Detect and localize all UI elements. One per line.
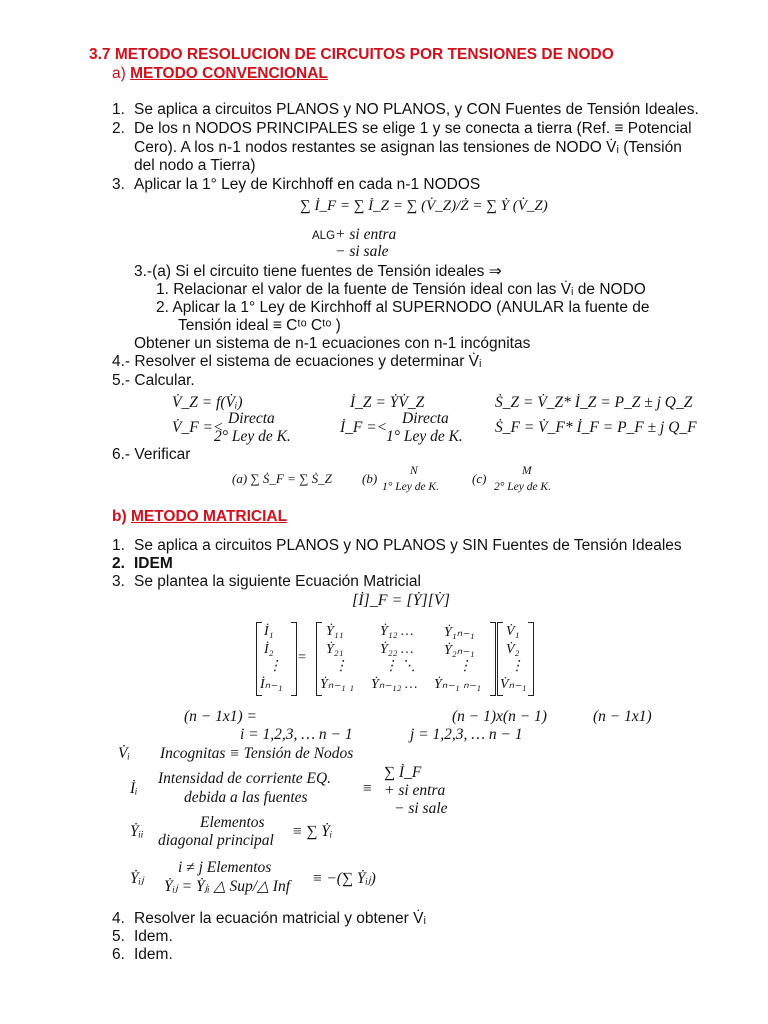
section-b-prefix: b) — [112, 508, 127, 525]
a-sub-3a-2: 2. Aplicar la 1° Ley de Kirchhoff al SUPERNODO (ANULAR la fuente de — [156, 299, 650, 316]
ley-2-label: 2° Ley de K. — [214, 428, 291, 445]
a-item-5: 5.- Calcular. — [112, 372, 195, 389]
ymat-entry: Ẏ₂₁ — [326, 642, 344, 657]
ymat-entry: Ẏ₂ₙ₋₁ — [444, 643, 475, 658]
def-yii-line-2: diagonal principal — [158, 832, 274, 849]
def-yij-rhs: ≡ −(∑ Ẏᵢⱼ) — [312, 870, 376, 887]
def-yij-line-1: i ≠ j Elementos — [178, 859, 272, 876]
b-item-5: 5. Idem. — [112, 928, 173, 945]
def-yii-symbol: Ẏᵢᵢ — [130, 823, 144, 840]
formula-iz: İ_Z = ẎV̇_Z — [350, 394, 425, 411]
section-b-title: METODO MATRICIAL — [130, 508, 288, 525]
kirchhoff-equation: ∑ İ_F = ∑ İ_Z = ∑ (V̇_Z)/Ż = ∑ Ẏ (V̇_Z) — [300, 198, 548, 214]
section-a-prefix: a) — [112, 65, 126, 82]
verify-b-bottom: 1° Ley de K. — [382, 481, 439, 493]
section-a-title: METODO CONVENCIONAL — [130, 65, 328, 82]
ymat-entry: Ẏ₁₁ — [326, 624, 344, 639]
def-vi-symbol: V̇ᵢ — [118, 745, 130, 762]
formula-vz: V̇_Z = f(V̇ᵢ) — [172, 394, 243, 411]
section-b-heading — [112, 508, 287, 526]
formula-sf: Ṡ_F = V̇_F* İ_F = P_F ± j Q_F — [495, 419, 697, 436]
def-ii-sum: ∑ İ_F — [384, 764, 422, 781]
def-yij-symbol: Ẏᵢⱼ — [130, 870, 144, 887]
a-item-3: 3. Aplicar la 1° Ley de Kirchhoff en cada n-1 NODOS — [112, 176, 481, 193]
index-j: j = 1,2,3, … n − 1 — [410, 726, 523, 743]
vvec-entry: ⋮ — [510, 659, 524, 674]
document-title: 3.7 METODO RESOLUCION DE CIRCUITOS POR TENSIONES DE NODO — [89, 46, 614, 63]
def-ii-minus: − si sale — [394, 800, 448, 817]
a-item-2: 2. De los n NODOS PRINCIPALES se elige 1 y se conecta a tierra (Ref. ≡ Potencial — [112, 120, 692, 137]
b-item-1: 1. Se aplica a circuitos PLANOS y NO PLANOS y SIN Fuentes de Tensión Ideales — [112, 537, 682, 554]
def-ii-symbol: İᵢ — [130, 780, 138, 797]
a-sub-3a-1: 1. Relacionar el valor de la fuente de Tensión ideal con las V̇ᵢ de NODO — [156, 281, 646, 298]
lhs-entry: İ₂ — [264, 642, 274, 657]
b-item-4: 4. Resolver la ecuación matricial y obtener V̇ᵢ — [112, 910, 426, 927]
directa-label-2: Directa — [402, 410, 449, 427]
ymat-entry: ⋮ — [458, 659, 472, 674]
verify-c-bottom: 2° Ley de K. — [494, 481, 551, 493]
index-i: i = 1,2,3, … n − 1 — [240, 726, 353, 743]
verify-b-label: (b) — [362, 471, 378, 486]
def-ii-line-2: debida a las fuentes — [184, 789, 308, 806]
formula-sz: Ṡ_Z = V̇_Z* İ_Z = P_Z ± j Q_Z — [495, 394, 693, 411]
verify-b-top: N — [410, 465, 418, 477]
minus-sale-label: − si sale — [335, 243, 389, 260]
verify-c-label: (c) — [472, 471, 487, 486]
dimension-right: (n − 1x1) — [593, 708, 652, 725]
ymat-entry: ⋮ ⋱ — [384, 659, 416, 674]
alg-label: ALG+ si entra — [312, 226, 397, 243]
ley-1-label: 1° Ley de K. — [386, 428, 463, 445]
lhs-entry: ⋮ — [268, 659, 282, 674]
dimension-left: (n − 1x1) = — [184, 708, 257, 725]
formula-vf: V̇_F =< — [172, 419, 224, 436]
ymat-entry: Ẏₙ₋₁ ₁ — [320, 677, 354, 692]
ymat-entry: Ẏ₁ₙ₋₁ — [444, 625, 475, 640]
a-sub-3a: 3.-(a) Si el circuito tiene fuentes de Tensión ideales ⇒ — [134, 263, 502, 280]
def-ii-line-1: Intensidad de corriente EQ. — [158, 770, 332, 787]
a-sub-3a-2-line-2: Tensión ideal ≡ Cᵗᵒ Cᵗᵒ ) — [178, 317, 341, 334]
def-ii-equiv: ≡ — [362, 780, 373, 797]
ymat-entry: ⋮ — [334, 659, 348, 674]
a-item-2-line-3: del nodo a Tierra) — [134, 157, 256, 174]
def-ii-plus: + si entra — [384, 782, 446, 799]
ymat-entry: Ẏₙ₋₁₂ … — [371, 677, 418, 692]
b-item-2: 2. IDEM — [112, 555, 173, 572]
def-yii-rhs: ≡ ∑ Ẏᵢ — [292, 823, 333, 840]
a-item-2-line-2: Cero). A los n-1 nodos restantes se asignan las tensiones de NODO V̇ᵢ (Tensión — [134, 139, 682, 156]
b-item-3: 3. Se plantea la siguiente Ecuación Matricial — [112, 573, 421, 590]
verify-c-top: M — [522, 465, 532, 477]
def-vi-text: Incognitas ≡ Tensión de Nodos — [160, 745, 354, 762]
a-item-6: 6.- Verificar — [112, 446, 191, 463]
a-item-4: 4.- Resolver el sistema de ecuaciones y determinar V̇ᵢ — [112, 353, 482, 370]
verify-a: (a) ∑ Ṡ_F = ∑ Ṡ_Z — [232, 471, 332, 486]
vvec-entry: V̇₁ — [506, 624, 520, 639]
lhs-entry: İₙ₋₁ — [260, 677, 283, 692]
matrix-equals: = — [298, 650, 306, 665]
vvec-entry: V̇ₙ₋₁ — [500, 677, 527, 692]
obtener-sistema: Obtener un sistema de n-1 ecuaciones con n-1 incógnitas — [134, 335, 531, 352]
lhs-entry: İ₁ — [264, 624, 274, 639]
vvec-entry: V̇₂ — [506, 642, 520, 657]
section-a-heading — [112, 65, 328, 83]
dimension-middle: (n − 1)x(n − 1) — [452, 708, 547, 725]
def-yij-line-2: Ẏᵢⱼ = Ẏⱼᵢ △ Sup/△ Inf — [164, 878, 291, 895]
matrix-equation: [İ]_F = [Ẏ][V̇] — [352, 592, 450, 609]
ymat-entry: Ẏₙ₋₁ ₙ₋₁ — [434, 677, 481, 692]
ymat-entry: Ẏ₁₂ … — [380, 624, 414, 639]
formula-if: İ_F =< — [340, 419, 388, 436]
b-item-6: 6. Idem. — [112, 946, 173, 963]
ymat-entry: Ẏ₂₂ … — [380, 642, 414, 657]
def-yii-line-1: Elementos — [200, 814, 265, 831]
a-item-1: 1. Se aplica a circuitos PLANOS y NO PLANOS, y CON Fuentes de Tensión Ideales. — [112, 101, 699, 118]
directa-label-1: Directa — [228, 410, 275, 427]
